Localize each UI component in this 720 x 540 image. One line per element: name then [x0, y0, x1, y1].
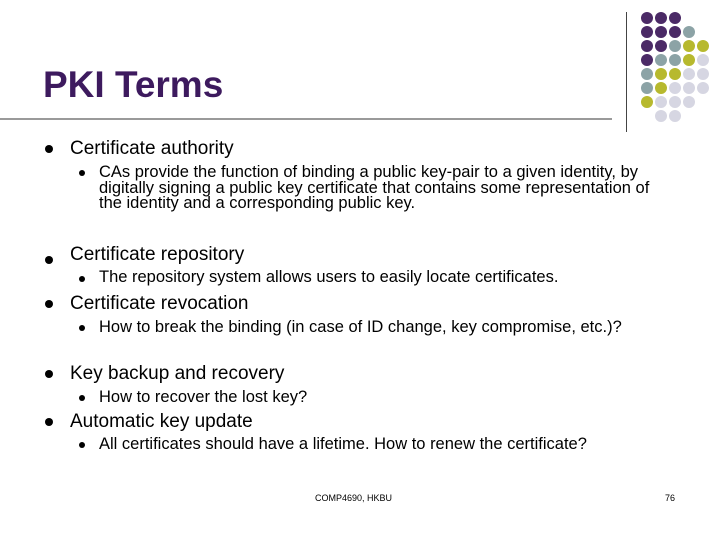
dot-gray	[655, 54, 667, 66]
list-item-detail: How to recover the lost key?	[99, 388, 308, 406]
slide-title: PKI Terms	[43, 64, 224, 105]
dot-gray	[669, 54, 681, 66]
list-item-detail: The repository system allows users to easily locate certificates.	[99, 268, 559, 286]
list-item-detail: How to break the binding (in case of ID change, key compromise, etc.)?	[99, 318, 622, 336]
dot-light	[683, 82, 695, 94]
dot-olive	[683, 54, 695, 66]
footer-page-number: 76	[665, 493, 676, 503]
dot-purple	[655, 26, 667, 38]
list-item-detail: All certificates should have a lifetime. How to renew the certificate?	[99, 435, 587, 453]
dot-light	[683, 68, 695, 80]
dot-gray	[683, 26, 695, 38]
list-item: Automatic key update	[70, 411, 253, 432]
dot-purple	[669, 26, 681, 38]
list-item: Key backup and recovery	[70, 363, 285, 384]
dot-light	[683, 96, 695, 108]
title-underline	[0, 118, 612, 120]
dot-gray	[641, 82, 653, 94]
decorative-dot-grid	[639, 10, 720, 120]
dot-purple	[641, 54, 653, 66]
sub-bullet-icon	[79, 442, 85, 448]
dot-purple	[655, 12, 667, 24]
list-item-detail: CAs provide the function of binding a public key-pair to a given identity, by digitally signing a public key certificate that contains some representation of the identity and a corresponding public key.	[99, 163, 650, 212]
dot-olive	[683, 40, 695, 52]
dot-gray	[669, 40, 681, 52]
dot-light	[669, 82, 681, 94]
sub-bullet-icon	[79, 170, 85, 176]
dot-olive	[655, 68, 667, 80]
dot-purple	[655, 40, 667, 52]
bullet-icon	[45, 256, 53, 264]
dot-light	[669, 96, 681, 108]
dot-gray	[641, 68, 653, 80]
dot-light	[697, 68, 709, 80]
dot-purple	[641, 26, 653, 38]
bullet-icon	[45, 300, 53, 308]
list-item: Certificate repository	[70, 244, 245, 265]
dot-light	[655, 110, 667, 122]
dot-purple	[641, 12, 653, 24]
footer-course: COMP4690, HKBU	[315, 493, 393, 503]
list-item: Certificate revocation	[70, 293, 249, 314]
sub-bullet-icon	[79, 325, 85, 331]
dot-light	[655, 96, 667, 108]
dot-olive	[655, 82, 667, 94]
bullet-icon	[45, 418, 53, 426]
list-item: Certificate authority	[70, 138, 234, 159]
vertical-divider	[626, 12, 627, 132]
dot-light	[697, 82, 709, 94]
dot-light	[697, 54, 709, 66]
dot-olive	[697, 40, 709, 52]
dot-purple	[641, 40, 653, 52]
dot-purple	[669, 12, 681, 24]
bullet-icon	[45, 370, 53, 378]
sub-bullet-icon	[79, 395, 85, 401]
dot-olive	[669, 68, 681, 80]
dot-olive	[641, 96, 653, 108]
dot-light	[669, 110, 681, 122]
bullet-icon	[45, 145, 53, 153]
sub-bullet-icon	[79, 276, 85, 282]
